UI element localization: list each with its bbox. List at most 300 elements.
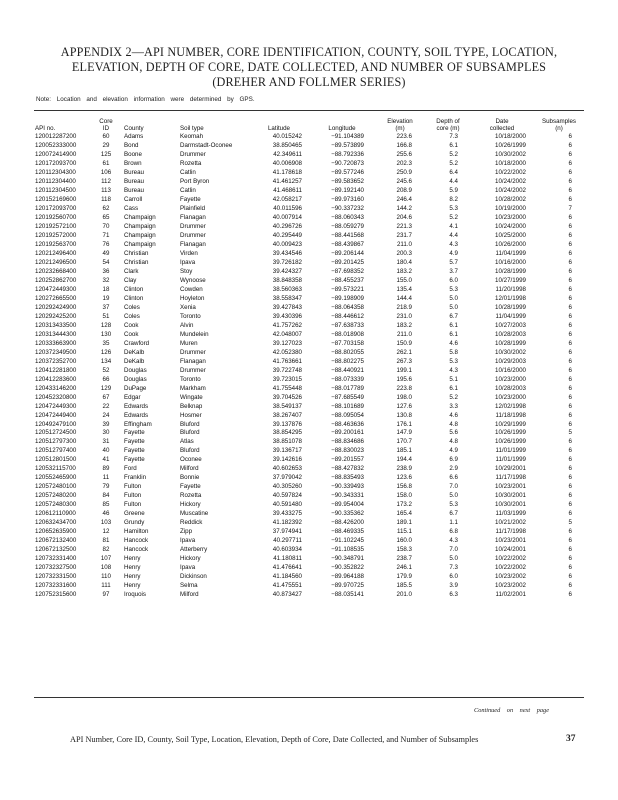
county-cell: Clinton — [124, 294, 144, 302]
api-number-cell: 120313433500 — [35, 321, 77, 329]
core-id-cell: 81 — [102, 537, 110, 545]
elevation-cell: 198.0 — [396, 393, 412, 401]
col-soil-type: Soil type — [180, 125, 204, 132]
date-cell: 10/23/2002 — [495, 582, 526, 590]
longitude-cell: −88.439867 — [331, 240, 364, 248]
api-number-cell: 120252862700 — [35, 276, 77, 284]
col-core-id: Core ID — [99, 118, 113, 132]
core-id-cell: 128 — [100, 321, 112, 329]
subsamples-cell: 6 — [568, 303, 572, 311]
longitude-cell: −88.835493 — [331, 474, 364, 482]
soil-type-cell: Fayette — [180, 195, 201, 203]
core-id-cell: 67 — [102, 393, 110, 401]
longitude-cell: −90.352822 — [331, 564, 364, 572]
api-number-cell: 120192572000 — [35, 231, 77, 239]
table-row — [34, 331, 584, 340]
longitude-cell: −88.441568 — [331, 231, 364, 239]
core-id-cell: 97 — [102, 591, 110, 599]
core-id-cell: 71 — [102, 231, 110, 239]
elevation-cell: 211.0 — [396, 240, 412, 248]
county-cell: Boone — [124, 150, 142, 158]
table-row — [34, 573, 584, 582]
core-id-cell: 60 — [102, 133, 110, 140]
county-cell: Bureau — [124, 168, 144, 176]
soil-type-cell: Drummer — [180, 231, 206, 239]
depth-cell: 5.2 — [449, 213, 458, 221]
table-row — [34, 214, 584, 223]
subsamples-cell: 6 — [568, 591, 572, 599]
elevation-cell: 180.4 — [396, 258, 412, 266]
depth-cell: 1.1 — [449, 519, 458, 527]
date-cell: 10/30/2001 — [495, 501, 526, 509]
depth-cell: 6.8 — [449, 528, 458, 536]
api-number-cell: 120632434700 — [35, 519, 77, 527]
county-cell: Clinton — [124, 285, 144, 293]
subsamples-cell: 6 — [568, 339, 572, 347]
elevation-cell: 246.4 — [396, 195, 412, 203]
table-note: Note: Location and elevation information were determined by GPS. — [36, 96, 255, 103]
elevation-cell: 199.1 — [396, 366, 412, 374]
date-cell: 10/23/2001 — [495, 483, 526, 491]
soil-type-cell: Bonnie — [180, 474, 200, 482]
longitude-cell: −89.583652 — [331, 177, 364, 185]
depth-cell: 6.1 — [449, 141, 458, 149]
core-id-cell: 41 — [102, 456, 110, 464]
county-cell: Henry — [124, 582, 141, 590]
subsamples-cell: 6 — [568, 420, 572, 428]
date-cell: 10/28/1999 — [495, 267, 526, 275]
soil-type-cell: Hoyleton — [180, 294, 205, 302]
latitude-cell: 40.009423 — [272, 240, 302, 248]
longitude-cell: −89.201425 — [331, 258, 364, 266]
elevation-cell: 201.0 — [396, 591, 412, 599]
depth-cell: 3.9 — [449, 582, 458, 590]
elevation-cell: 262.1 — [396, 348, 412, 356]
api-number-cell: 120412281800 — [35, 366, 77, 374]
table-row — [34, 322, 584, 331]
longitude-cell: −88.469335 — [331, 528, 364, 536]
longitude-cell: −88.802275 — [331, 357, 364, 365]
elevation-cell: 166.8 — [396, 141, 412, 149]
depth-cell: 5.2 — [449, 150, 458, 158]
latitude-cell: 38.558347 — [272, 294, 302, 302]
api-number-cell: 120272665500 — [35, 294, 77, 302]
subsamples-cell: 6 — [568, 133, 572, 140]
subsamples-cell: 5 — [568, 519, 572, 527]
longitude-cell: −89.973160 — [331, 195, 364, 203]
latitude-cell: 40.597824 — [272, 492, 302, 500]
date-cell: 10/28/2003 — [495, 330, 526, 338]
latitude-cell: 41.475551 — [272, 582, 302, 590]
core-id-cell: 22 — [102, 402, 110, 410]
county-cell: Fayette — [124, 429, 145, 437]
api-number-cell: 120512801500 — [35, 456, 77, 464]
latitude-cell: 41.755448 — [272, 384, 302, 392]
county-cell: Iroquois — [124, 591, 147, 599]
core-id-cell: 49 — [102, 249, 110, 257]
core-id-cell: 130 — [100, 330, 112, 338]
api-number-cell: 120472449400 — [35, 411, 77, 419]
latitude-cell: 40.603934 — [272, 546, 302, 554]
table-row — [34, 241, 584, 250]
soil-type-cell: Flanagan — [180, 357, 206, 365]
county-cell: Henry — [124, 555, 141, 563]
latitude-cell: 42.349611 — [273, 150, 302, 158]
soil-type-cell: Ipava — [180, 537, 196, 545]
soil-type-cell: Zipp — [180, 528, 193, 536]
table-row — [34, 205, 584, 214]
api-number-cell: 120652635900 — [35, 528, 77, 536]
longitude-cell: −90.339493 — [331, 483, 364, 491]
soil-type-cell: Selma — [180, 582, 198, 590]
soil-type-cell: Drummer — [180, 348, 206, 356]
api-number-cell: 120072414900 — [35, 150, 77, 158]
soil-type-cell: Plainfield — [180, 204, 206, 212]
latitude-cell: 38.851078 — [272, 438, 302, 446]
longitude-cell: −91.108535 — [331, 546, 364, 554]
latitude-cell: 42.052380 — [272, 348, 302, 356]
latitude-cell: 40.011596 — [273, 204, 302, 212]
county-cell: Cass — [124, 204, 139, 212]
subsamples-cell: 5 — [568, 429, 572, 437]
depth-cell: 5.3 — [449, 357, 458, 365]
api-number-cell: 120452320800 — [35, 393, 77, 401]
date-cell: 10/28/2003 — [495, 384, 526, 392]
elevation-cell: 189.1 — [396, 519, 412, 527]
core-id-cell: 134 — [100, 357, 112, 365]
api-number-cell: 120152169600 — [35, 195, 77, 203]
subsamples-cell: 6 — [568, 465, 572, 473]
subsamples-cell: 6 — [568, 573, 572, 581]
county-cell: Franklin — [124, 474, 147, 482]
table-row — [34, 510, 584, 519]
subsamples-cell: 6 — [568, 474, 572, 482]
date-cell: 10/23/2000 — [495, 213, 526, 221]
depth-cell: 4.6 — [449, 411, 458, 419]
county-cell: Champaign — [124, 231, 156, 239]
county-cell: Clay — [124, 276, 137, 284]
longitude-cell: −90.335362 — [331, 510, 364, 518]
table-row — [34, 438, 584, 447]
subsamples-cell: 6 — [568, 483, 572, 491]
table-row — [34, 295, 584, 304]
depth-cell: 5.1 — [449, 375, 458, 383]
soil-type-cell: Drummer — [180, 366, 206, 374]
api-number-cell: 120472449300 — [35, 285, 77, 293]
table-row — [34, 421, 584, 430]
longitude-cell: −87.685549 — [331, 393, 364, 401]
elevation-cell: 202.3 — [396, 159, 412, 167]
county-cell: Edgar — [124, 393, 141, 401]
table-row — [34, 340, 584, 349]
subsamples-cell: 6 — [568, 213, 572, 221]
soil-type-cell: Bluford — [180, 447, 200, 455]
subsamples-cell: 6 — [568, 168, 572, 176]
date-cell: 11/17/1998 — [495, 528, 526, 536]
elevation-cell: 158.3 — [396, 546, 412, 554]
date-cell: 10/30/2001 — [495, 492, 526, 500]
api-number-cell: 120292425200 — [35, 312, 77, 320]
soil-type-cell: Ipava — [180, 564, 196, 572]
subsamples-cell: 6 — [568, 393, 572, 401]
subsamples-cell: 6 — [568, 438, 572, 446]
api-number-cell: 120192572100 — [35, 222, 77, 230]
county-cell: Clark — [124, 267, 139, 275]
api-number-cell: 120212496400 — [35, 249, 77, 257]
core-id-cell: 12 — [102, 528, 110, 536]
county-cell: Douglas — [124, 366, 147, 374]
longitude-cell: −90.337232 — [331, 204, 364, 212]
soil-type-cell: Stoy — [180, 267, 193, 275]
depth-cell: 5.3 — [449, 501, 458, 509]
date-cell: 10/23/2001 — [495, 537, 526, 545]
latitude-cell: 41.763661 — [272, 357, 302, 365]
soil-type-cell: Toronto — [180, 375, 201, 383]
depth-cell: 6.0 — [449, 573, 458, 581]
soil-type-cell: Rozetta — [180, 159, 202, 167]
core-id-cell: 18 — [102, 285, 110, 293]
core-id-cell: 40 — [102, 447, 110, 455]
date-cell: 10/28/1999 — [495, 303, 526, 311]
county-cell: DuPage — [124, 384, 147, 392]
depth-cell: 5.0 — [449, 303, 458, 311]
latitude-cell: 39.142616 — [272, 456, 302, 464]
date-cell: 11/17/1998 — [495, 474, 526, 482]
subsamples-cell: 6 — [568, 510, 572, 518]
depth-cell: 5.3 — [449, 204, 458, 212]
elevation-cell: 170.7 — [396, 438, 412, 446]
api-number-cell: 120412283600 — [35, 375, 77, 383]
depth-cell: 6.1 — [449, 330, 458, 338]
county-cell: Edwards — [124, 402, 149, 410]
elevation-cell: 194.4 — [396, 456, 412, 464]
depth-cell: 5.2 — [449, 393, 458, 401]
county-cell: Fulton — [124, 501, 142, 509]
soil-type-cell: Catlin — [180, 186, 196, 194]
elevation-cell: 127.6 — [396, 402, 412, 410]
date-cell: 10/28/1999 — [495, 339, 526, 347]
elevation-cell: 165.4 — [396, 510, 412, 518]
elevation-cell: 183.2 — [396, 267, 412, 275]
latitude-cell: 38.267407 — [272, 411, 302, 419]
running-footer: API Number, Core ID, County, Soil Type, Location, Elevation, Depth of Core, Date Collected, and Number of Subsamples — [70, 735, 479, 744]
soil-type-cell: Hosmer — [180, 411, 202, 419]
depth-cell: 5.7 — [449, 258, 458, 266]
api-number-cell: 120232668400 — [35, 267, 77, 275]
county-cell: Hancock — [124, 546, 149, 554]
api-number-cell: 120672132400 — [35, 537, 77, 545]
elevation-cell: 144.2 — [396, 204, 412, 212]
subsamples-cell: 6 — [568, 555, 572, 563]
longitude-cell: −88.455237 — [331, 276, 364, 284]
latitude-cell: 38.854295 — [272, 429, 302, 437]
elevation-cell: 238.7 — [396, 555, 412, 563]
api-number-cell: 120433146200 — [35, 384, 77, 392]
depth-cell: 4.4 — [449, 177, 458, 185]
longitude-cell: −89.964188 — [331, 573, 364, 581]
longitude-cell: −89.573899 — [331, 141, 364, 149]
subsamples-cell: 6 — [568, 267, 572, 275]
soil-type-cell: Flanagan — [180, 240, 206, 248]
core-id-cell: 19 — [102, 294, 110, 302]
table-row — [34, 160, 584, 169]
longitude-cell: −89.200161 — [331, 429, 364, 437]
longitude-cell: −89.970725 — [331, 582, 364, 590]
date-cell: 12/01/1998 — [495, 294, 526, 302]
date-cell: 12/02/1998 — [495, 402, 526, 410]
soil-type-cell: Reddick — [180, 519, 203, 527]
latitude-cell: 39.434546 — [272, 249, 302, 257]
table-row — [34, 429, 584, 438]
latitude-cell: 39.722748 — [272, 366, 302, 374]
soil-type-cell: Rozetta — [180, 492, 202, 500]
depth-cell: 4.1 — [449, 222, 458, 230]
table-row — [34, 286, 584, 295]
date-cell: 10/26/1999 — [495, 429, 526, 437]
elevation-cell: 183.2 — [396, 321, 412, 329]
latitude-cell: 38.549137 — [272, 402, 302, 410]
core-id-cell: 46 — [102, 510, 110, 518]
longitude-cell: −88.018908 — [331, 330, 364, 338]
elevation-cell: 144.4 — [396, 294, 412, 302]
county-cell: Ford — [124, 465, 137, 473]
date-cell: 10/26/1999 — [495, 438, 526, 446]
date-cell: 11/20/1998 — [495, 285, 526, 293]
depth-cell: 7.3 — [449, 133, 458, 140]
soil-type-cell: Dickinson — [180, 573, 207, 581]
table-row — [34, 232, 584, 241]
title-line-2: ELEVATION, DEPTH OF CORE, DATE COLLECTED, AND NUMBER OF SUBSAMPLES — [71, 60, 547, 74]
latitude-cell: 40.295449 — [272, 231, 302, 239]
longitude-cell: −89.573221 — [331, 285, 364, 293]
subsamples-cell: 6 — [568, 564, 572, 572]
longitude-cell: −87.698352 — [331, 267, 364, 275]
depth-cell: 6.7 — [449, 510, 458, 518]
longitude-cell: −89.192140 — [331, 186, 364, 194]
longitude-cell: −89.206144 — [331, 249, 364, 257]
elevation-cell: 267.3 — [396, 357, 412, 365]
latitude-cell: 39.726182 — [272, 258, 302, 266]
county-cell: Brown — [124, 159, 142, 167]
longitude-cell: −88.440921 — [331, 366, 364, 374]
longitude-cell: −88.446612 — [331, 312, 364, 320]
subsamples-cell: 6 — [568, 501, 572, 509]
soil-type-cell: Flanagan — [180, 213, 206, 221]
table-top-rule — [34, 110, 584, 111]
elevation-cell: 179.9 — [396, 573, 412, 581]
core-id-cell: 52 — [102, 366, 110, 374]
longitude-cell: −89.954004 — [331, 501, 364, 509]
latitude-cell: 40.602653 — [272, 465, 302, 473]
core-id-cell: 103 — [100, 519, 112, 527]
elevation-cell: 221.3 — [396, 222, 412, 230]
table-row — [34, 277, 584, 286]
date-cell: 10/27/1999 — [495, 276, 526, 284]
table-row — [34, 151, 584, 160]
core-id-cell: 79 — [102, 483, 110, 491]
depth-cell: 4.3 — [449, 537, 458, 545]
date-cell: 10/28/2002 — [495, 195, 526, 203]
depth-cell: 6.0 — [449, 276, 458, 284]
date-cell: 10/24/2000 — [495, 222, 526, 230]
date-cell: 10/24/2002 — [495, 177, 526, 185]
depth-cell: 6.6 — [449, 474, 458, 482]
core-id-cell: 24 — [102, 411, 110, 419]
date-cell: 10/22/2002 — [495, 564, 526, 572]
subsamples-cell: 6 — [568, 447, 572, 455]
county-cell: Champaign — [124, 222, 156, 230]
core-id-cell: 129 — [100, 384, 112, 392]
elevation-cell: 231.0 — [396, 312, 412, 320]
api-number-cell: 120112304500 — [35, 186, 76, 194]
subsamples-cell: 6 — [568, 411, 572, 419]
elevation-cell: 238.9 — [396, 465, 412, 473]
core-id-cell: 32 — [102, 276, 110, 284]
table-row — [34, 250, 584, 259]
date-cell: 10/22/2002 — [495, 555, 526, 563]
soil-type-cell: Drummer — [180, 150, 206, 158]
date-cell: 10/25/2000 — [495, 231, 526, 239]
api-number-cell: 120512797400 — [35, 447, 77, 455]
table-row — [34, 582, 584, 591]
depth-cell: 7.3 — [449, 564, 458, 572]
elevation-cell: 185.5 — [396, 582, 412, 590]
table-row — [34, 492, 584, 501]
elevation-cell: 223.6 — [396, 133, 412, 140]
table-row — [34, 403, 584, 412]
api-number-cell: 120333663900 — [35, 339, 77, 347]
county-cell: Christian — [124, 249, 149, 257]
soil-type-cell: Muscatine — [180, 510, 209, 518]
table-row — [34, 474, 584, 483]
elevation-cell: 200.3 — [396, 249, 412, 257]
date-cell: 10/29/2001 — [495, 465, 526, 473]
longitude-cell: −88.830023 — [331, 447, 364, 455]
depth-cell: 6.1 — [449, 384, 458, 392]
elevation-cell: 173.2 — [396, 501, 412, 509]
latitude-cell: 39.430396 — [272, 312, 302, 320]
depth-cell: 4.8 — [449, 420, 458, 428]
elevation-cell: 156.8 — [396, 483, 412, 491]
soil-type-cell: Darmstadt-Oconee — [180, 141, 233, 149]
core-id-cell: 51 — [102, 312, 110, 320]
table-row — [34, 564, 584, 573]
subsamples-cell: 6 — [568, 231, 572, 239]
table-row — [34, 268, 584, 277]
county-cell: Bureau — [124, 186, 144, 194]
date-cell: 10/22/2002 — [495, 168, 526, 176]
soil-type-cell: Xenia — [180, 303, 196, 311]
latitude-cell: 42.058217 — [272, 195, 302, 203]
latitude-cell: 40.007914 — [272, 213, 302, 221]
table-row — [34, 367, 584, 376]
longitude-cell: −90.348791 — [331, 555, 364, 563]
table-row — [34, 313, 584, 322]
longitude-cell: −89.198909 — [331, 294, 364, 302]
soil-type-cell: Alvin — [180, 321, 194, 329]
county-cell: Effingham — [124, 420, 152, 428]
api-number-cell: 120732331500 — [35, 573, 77, 581]
table-row — [34, 394, 584, 403]
county-cell: Fayette — [124, 456, 145, 464]
soil-type-cell: Hickory — [180, 555, 201, 563]
api-number-cell: 120672132500 — [35, 546, 77, 554]
subsamples-cell: 6 — [568, 258, 572, 266]
elevation-cell: 135.4 — [396, 285, 412, 293]
col-date: Date collected — [489, 118, 515, 132]
elevation-cell: 250.9 — [396, 168, 412, 176]
longitude-cell: −88.463636 — [331, 420, 364, 428]
